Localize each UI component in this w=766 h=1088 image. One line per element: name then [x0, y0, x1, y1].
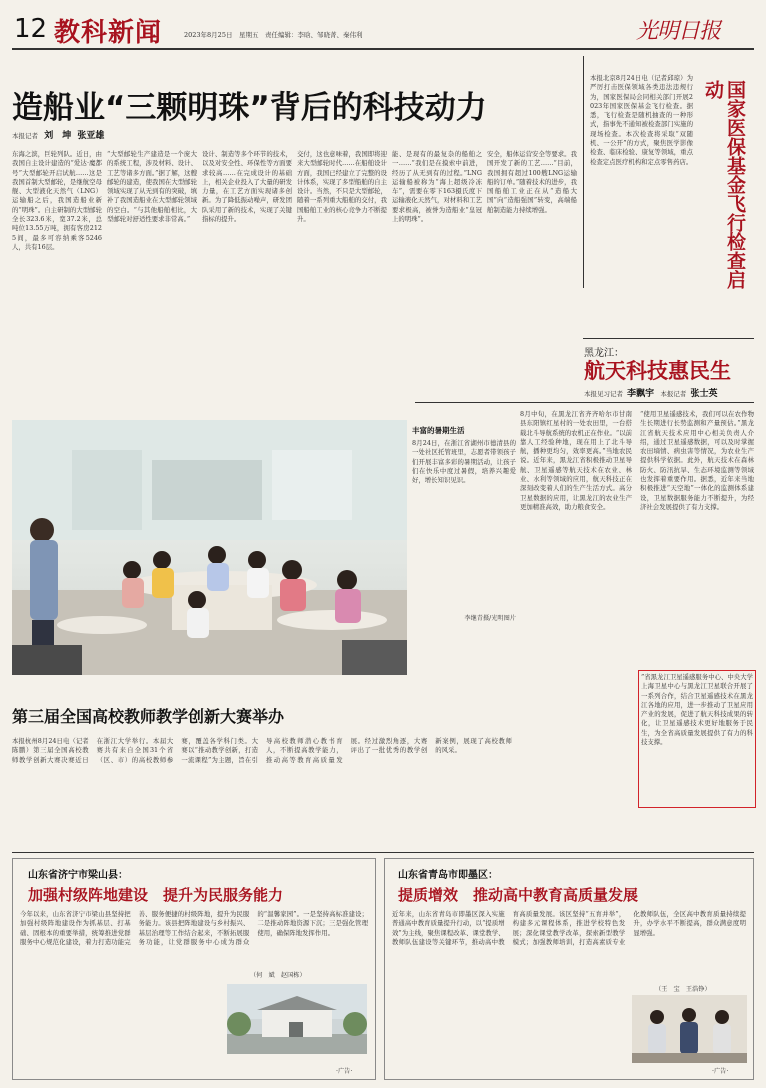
- byline-prefix-2: 本报记者: [660, 390, 687, 398]
- photo-credit: 李继青摄/光明图片: [464, 615, 516, 622]
- section-rule: [415, 402, 754, 403]
- masthead-rule: [12, 48, 754, 50]
- liangshan-region: 山东省济宁市梁山县：: [28, 870, 128, 881]
- liangshan-credit: （何 斌 赵国栋）: [250, 972, 306, 979]
- building-illustration: [227, 984, 367, 1054]
- heilongjiang-prefix: 黑龙江：: [584, 348, 624, 359]
- column-rule: [583, 56, 584, 288]
- heilongjiang-headline: 航天科技惠民生: [584, 359, 731, 383]
- jimo-credit: （王 宝 王浩铮）: [655, 986, 711, 993]
- top-story-byline: [12, 128, 104, 141]
- liangshan-text: 今年以来，山东省济宁市梁山县坚持把加强村级阵地建设作为抓基层、打基础、固根本的重要举措，统筹推进党群服务中心规范化建设，着力打造功能完善、服务便捷的村级阵地，提升为民服务能力。该县把阵地建设与乡村振兴、基层治理等工作结合起来，不断拓展服务功能，让党群服务中心成为群众的“温馨家园”。一是坚持高标准建设；二是推动阵地资源下沉；三是强化管理使用，确保阵地发挥作用。: [20, 910, 368, 946]
- contest-text: 本报杭州8月24日电（记者陈鹏）第三届全国高校教师教学创新大赛决赛近日在浙江大学举行。本届大赛共有来自全国31个省（区、市）的高校教师参赛，覆盖各学科门类。大赛以“推动教学创新，打造一流课程”为主题，旨在引导高校教师潜心教书育人，不断提高教学能力，推动高等教育高质量发展。经过激烈角逐，大赛评出了一批优秀的教学创新案例，展现了高校教师的风采。: [12, 737, 512, 764]
- top-story-col-3: 设计、制造等多个环节的技术，以及对安全性、环保性等方面要求较高……在完成设计的基础上，相关企业投入了大量的研发力量，在工艺方面实现诸多创新。为了降低振动噪声，研发团队采用了新的技术，实现了关键指标的提升。: [202, 150, 292, 224]
- contest-headline: 第三届全国高校教师教学创新大赛举办: [12, 707, 285, 726]
- section-rule: [583, 338, 754, 339]
- jimo-text: 近年来，山东省青岛市即墨区深入实施普通高中教育质量提升行动，以“提质增效”为主线，聚焦课程改革、课堂教学、教师队伍建设等关键环节，推动高中教育高质量发展。该区坚持“五育并举”，构建多元课程体系，推进学校特色发展；深化课堂教学改革，探索新型教学模式；加强教师培训，打造高素质专业化教师队伍，全区高中教育质量持续提升，办学水平不断提高，群众满意度明显增强。: [392, 910, 746, 946]
- liangshan-headline: 加强村级阵地建设 提升为民服务能力: [28, 886, 284, 904]
- jimo-headline: 提质增效 推动高中教育高质量发展: [398, 886, 639, 904]
- top-story-col-1: 东海之滨，巨轮列队。近日，由我国自主设计建造的“爱达·魔都号”大型邮轮开启试航……这是我国首制大型邮轮，是继航空母舰、大型液化天然气（LNG）运输船之后，我国造船业新的“明珠”。自主研制的大型邮轮全长323.6米，宽37.2米，总吨位13.55万吨，拥有客房2125间，最多可容纳乘客5246人，共有16层。: [12, 150, 102, 251]
- medical-insurance-headline: 国家医保基金飞行检查启动: [702, 80, 746, 289]
- top-story-col-4: 交付，这也意味着，我国即将迎来大型邮轮时代……在船舶设计方面，我国已经建立了完整的设计体系，实现了多型船舶的自主设计。当然，不只是大型邮轮，随着一系列重大船舶的交付，我国船舶工业的核心竞争力不断提升。: [297, 150, 387, 224]
- top-story-col-6: 安全，船体运营安全等要求。我国开发了新的工艺……“目前，我国拥有超过100艘LNG运输船的订单。”随着技术的进步，我国船舶工业正在从“造船大国”向“造船强国”转变，高端船舶制造能力持续增强。: [487, 150, 577, 214]
- ad-label: ·广告·: [336, 1068, 353, 1075]
- medical-insurance-intro: 本报北京8月24日电（记者邱琼）为严厉打击医保领域各类违法违规行为，国家医保局会同相关部门开展2023年国家医保基金飞行检查。据悉，飞行检查是随机抽查的一种形式，指事先不通知被检查部门实施的现场检查。本次检查将采取“双随机、一公开”的方式，聚焦医学影像检查、临床检验、康复等领域，重点检查定点医疗机构和定点零售药店。: [590, 74, 693, 166]
- ad-label: ·广告·: [712, 1068, 729, 1075]
- top-story-col-5: 能、是现有的最复杂的船舶之一……“我们是在摸索中前进，经历了从无到有的过程。”LNG运输船被称为“海上超级冷冻车”，需要在零下163摄氏度下运输液化天然气，对材料和工艺要求极高，被誉为造船业“皇冠上的明珠”。: [392, 150, 482, 224]
- heilongjiang-col-2: “使用卫星遥感技术，我们可以在农作物生长期进行长势监测和产量预估。”黑龙江省航天技术应用中心相关负责人介绍，通过卫星遥感数据，可以及时掌握农田墒情、病虫害等情况，为农业生产提供科学依据。此外，航天技术在森林防火、防汛抗旱、生态环境监测等领域也发挥着重要作用。据悉，近年来当地积极推进“天空地”一体化的监测体系建设，卫星数据服务能力不断提升，为经济社会发展提供了有力支撑。: [640, 410, 754, 511]
- author-name: 刘 坤: [44, 131, 72, 141]
- photo-illustration: [12, 420, 407, 675]
- summer-activity-photo: [12, 420, 407, 675]
- page-number: 12: [14, 14, 48, 44]
- heilongjiang-col-1: 8月中旬，在黑龙江省齐齐哈尔市甘南县东阳镇红星村的一处农田里，一台搭载北斗导航系统的农机正在作业。“以前靠人工经验种地，现在用上了北斗导航，播种更均匀，效率更高。”当地农民说。近年来，黑龙江省积极推动卫星导航、卫星遥感等航天技术在农业、林业、水利等领域的应用，航天科技正在深刻改变着人们的生产生活方式。高分卫星数据的应用，让黑龙江的农业生产更加精准高效，助力粮食安全。: [520, 410, 632, 511]
- section-title: 教科新闻: [54, 18, 163, 48]
- byline-prefix: 本报记者: [12, 132, 38, 140]
- heilongjiang-byline: [584, 386, 718, 399]
- caption-title: 丰富的暑期生活: [412, 426, 465, 435]
- byline-prefix: 本报见习记者: [584, 390, 623, 398]
- students-illustration: [632, 995, 747, 1063]
- heilongjiang-highlight-box: ”省黑龙江卫星遥感服务中心、中央大学上海卫星中心与黑龙江卫星联合开展了一系列合作，结合卫星遥感技术在黑龙江各地的应用，进一步推动了卫星应用产业的发展，促进了航天科技成果的转化，让卫星遥感技术更好地服务于民生，为全省高质量发展提供了有力的科技支撑。: [638, 670, 756, 808]
- author-name-2: 张亚雄: [77, 131, 105, 141]
- top-story-headline: 造船业“三颗明珠”背后的科技动力: [12, 90, 487, 126]
- liangshan-photo: [227, 984, 367, 1054]
- section-rule: [12, 852, 754, 853]
- caption-text: 8月24日，在浙江省湖州市德清县的一处社区托管班里，志愿者带领孩子们开展丰富多彩的暑期活动，让孩子们在快乐中度过暑假，培养兴趣爱好，增长知识见识。: [412, 439, 516, 485]
- jimo-photo: [632, 995, 747, 1063]
- date-line: 2023年8月25日 星期五 责任编辑：李晗、邹晓菁、秦伟利: [184, 31, 363, 39]
- author-name: 李飘宇: [627, 389, 655, 399]
- photo-caption: [412, 425, 516, 675]
- jimo-region: 山东省青岛市即墨区：: [398, 870, 498, 881]
- top-story-col-2: “大型邮轮生产建造是一个庞大的系统工程，涉及材料、设计、工艺等诸多方面。”据了解，这艘邮轮的建造，使我国在大型邮轮领域实现了从无到有的突破，填补了我国造船业在大型邮轮领域的空白。“与其他船舶相比，大型邮轮对舒适性要求非常高。”: [107, 150, 197, 224]
- author-name-2: 张士英: [690, 389, 718, 399]
- masthead-logo: 光明日报: [636, 19, 721, 44]
